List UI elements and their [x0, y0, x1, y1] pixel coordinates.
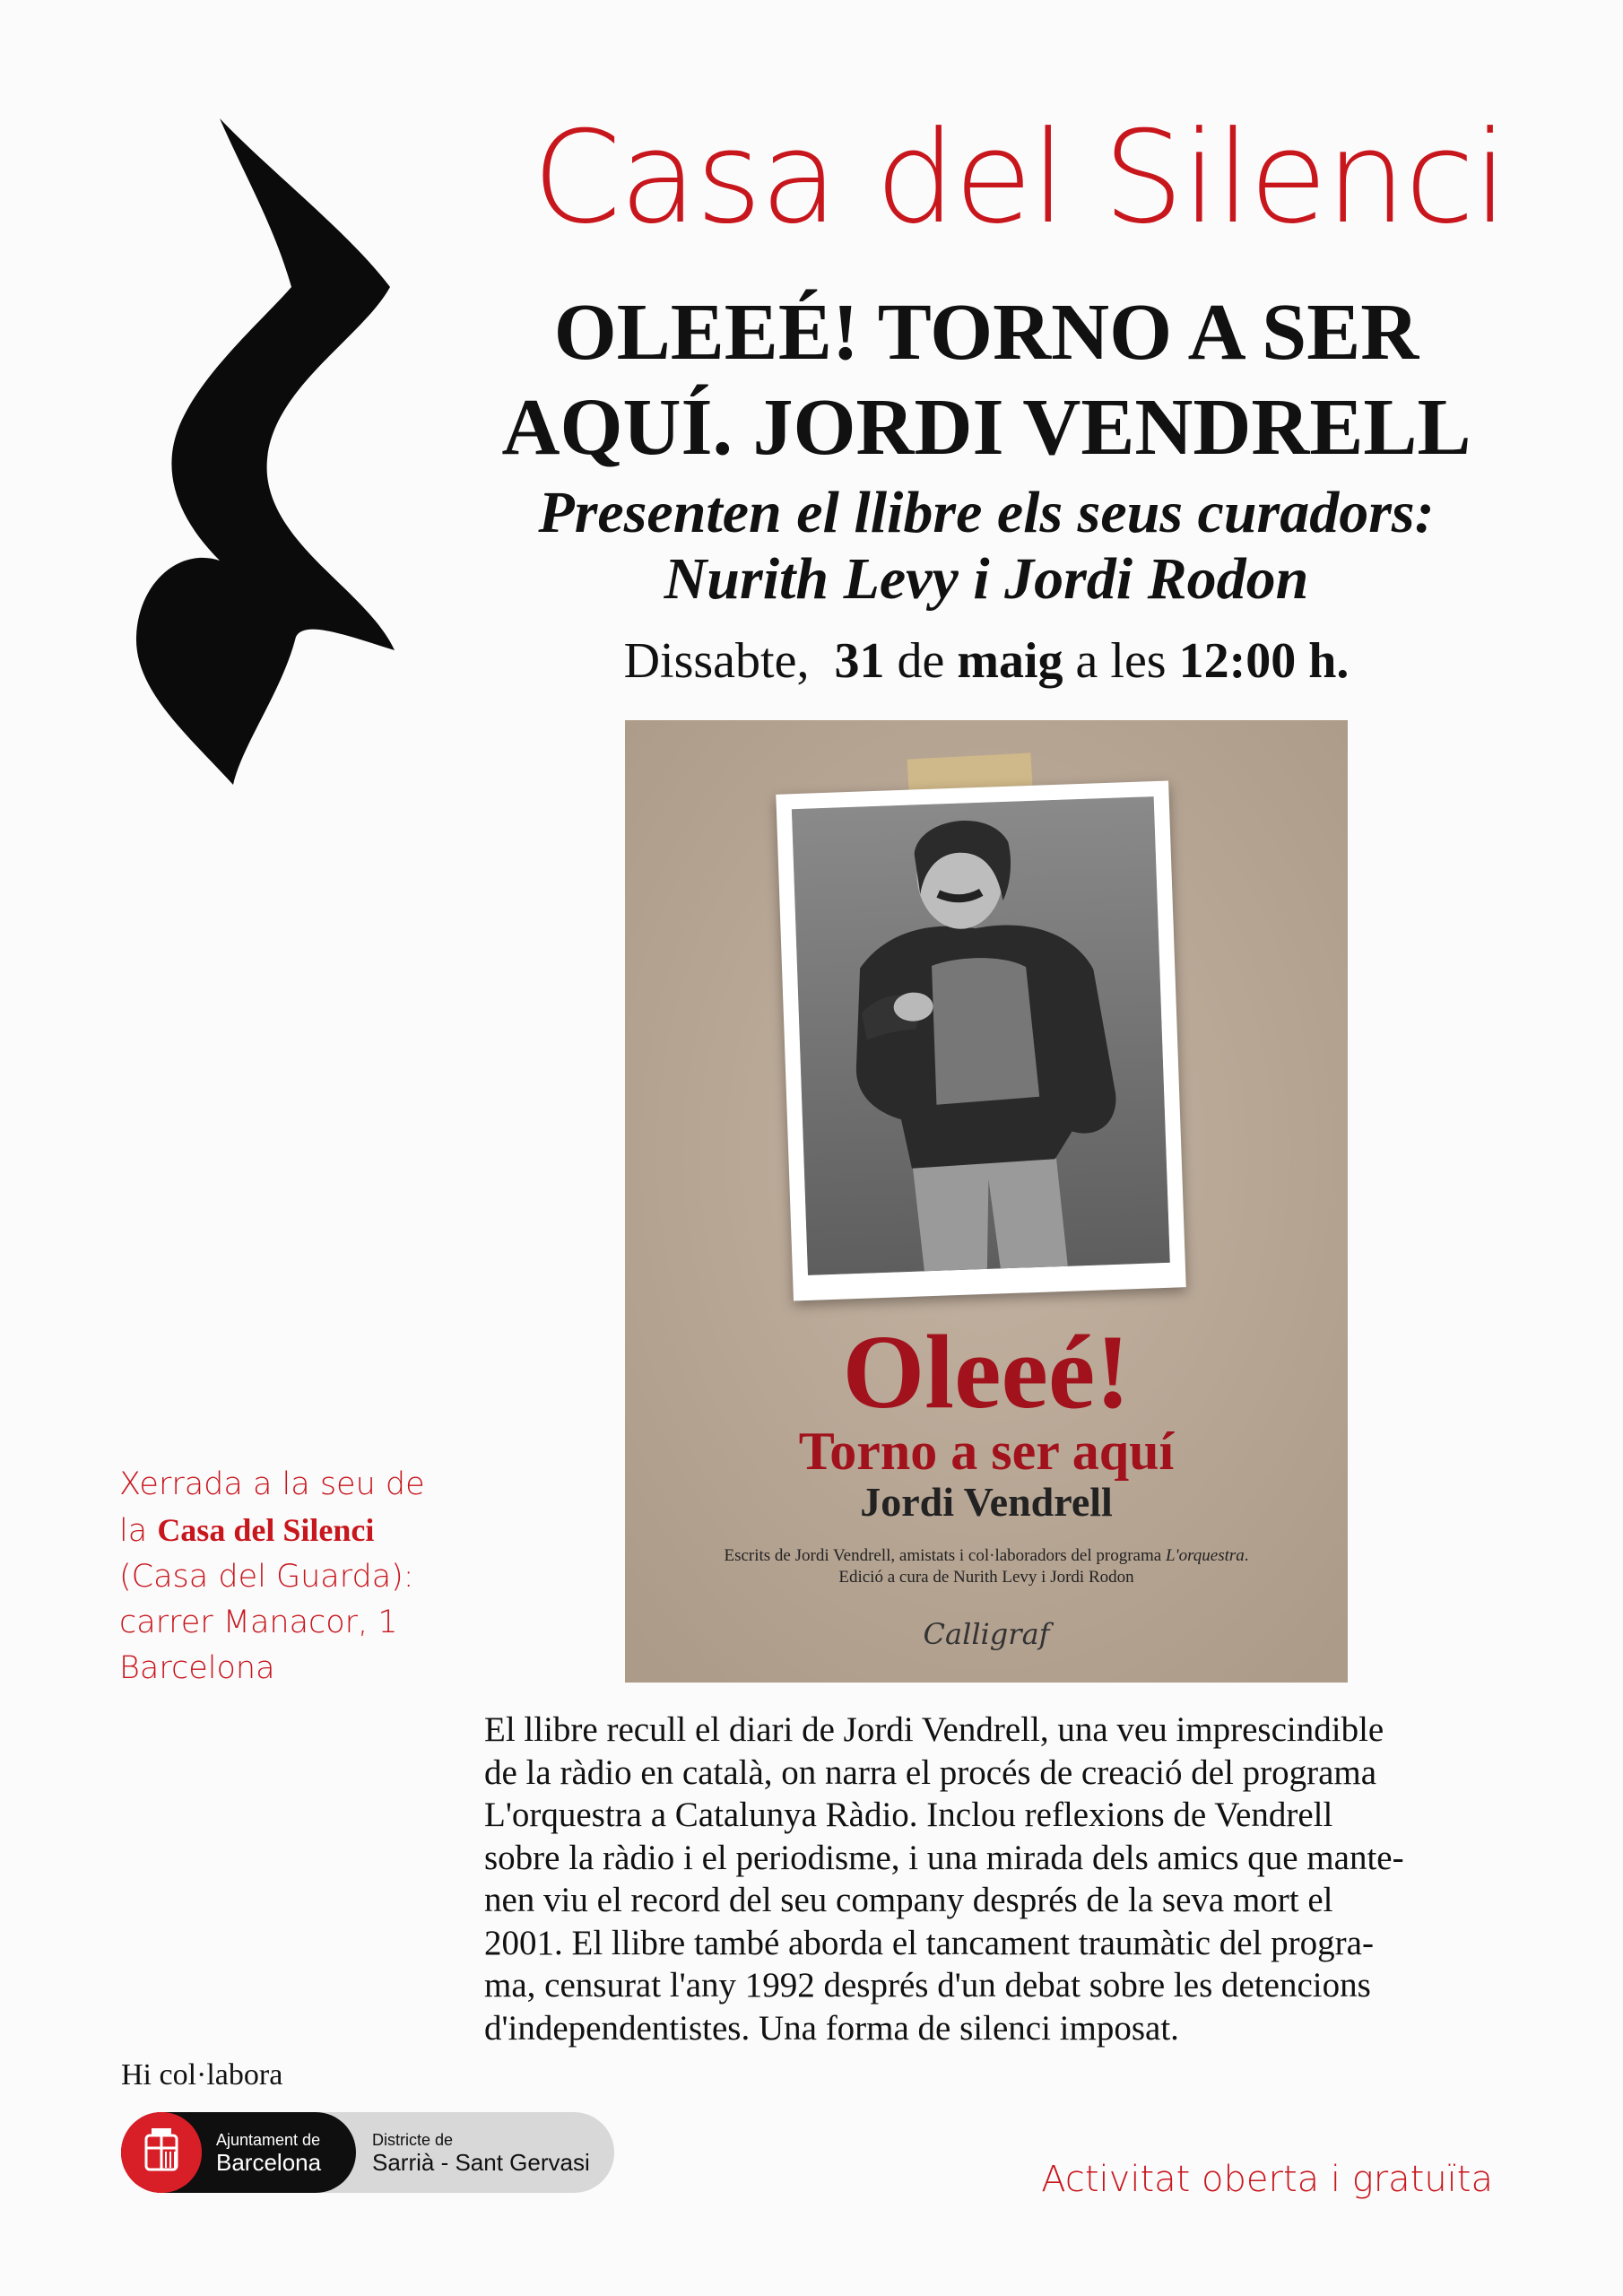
- venue-line1: Xerrada a la seu de: [119, 1466, 425, 1502]
- date-time: 12:00 h.: [1178, 633, 1350, 689]
- event-title-line2: AQUÍ. JORDI VENDRELL: [501, 383, 1471, 472]
- author-photo: [792, 796, 1170, 1275]
- description-line: nen viu el record del seu company després de la seva mort el: [484, 1881, 1333, 1919]
- description-line: El llibre recull el diari de Jordi Vendrell, una veu imprescindible: [484, 1710, 1384, 1749]
- venue-name: Casa del Silenci: [157, 1512, 375, 1548]
- date-day-number: 31: [834, 633, 885, 689]
- description-text: [484, 1709, 1506, 2049]
- cover-author: Jordi Vendrell: [860, 1479, 1113, 1525]
- book-cover: [625, 720, 1348, 1683]
- cover-subtitle: Torno a ser aquí: [798, 1422, 1175, 1481]
- sponsor-logo: [121, 2112, 614, 2193]
- page-title: Casa del Silenci: [532, 104, 1506, 252]
- presenters-line1: Presenten el llibre els seus curadors:: [538, 480, 1435, 545]
- presenters-line2: Nurith Levy i Jordi Rodon: [664, 546, 1309, 612]
- venue-line2-prefix: la: [119, 1513, 148, 1549]
- description-line: ma, censurat l'any 1992 després d'un debat sobre les detencions: [484, 1966, 1371, 2005]
- event-title-line1: OLEEÉ! TORNO A SER: [553, 288, 1419, 377]
- logo-district-big: Sarrià - Sant Gervasi: [372, 2149, 590, 2176]
- venue-city: Barcelona: [119, 1650, 275, 1686]
- event-title: [466, 285, 1506, 475]
- description-line: L'orquestra a Catalunya Ràdio. Inclou reflexions de Vendrell: [484, 1796, 1333, 1834]
- description-line: d'independentistes. Una forma de silenci imposat.: [484, 2008, 1179, 2048]
- description-line: de la ràdio en català, on narra el procés de creació del programa: [484, 1752, 1377, 1792]
- date-day-word: Dissabte,: [623, 633, 810, 689]
- cover-credits-suffix: .: [1244, 1546, 1249, 1565]
- logo-district-small: Districte de: [372, 2131, 454, 2149]
- logo-org-big: Barcelona: [216, 2149, 322, 2176]
- venue-line3: (Casa del Guarda):: [119, 1559, 414, 1595]
- cover-credits-prefix: Escrits de Jordi Vendrell, amistats i col·laboradors del programa: [724, 1546, 1162, 1565]
- event-date: [466, 632, 1506, 690]
- barcelona-crest-icon: [121, 2112, 202, 2193]
- venue-address: carrer Manacor, 1: [119, 1605, 398, 1640]
- photo-frame: [776, 781, 1185, 1301]
- cover-title: Oleeé!: [842, 1313, 1131, 1431]
- description-line: sobre la ràdio i el periodisme, i una mirada dels amics que mante-: [484, 1838, 1404, 1877]
- brushstroke-logo-mark: [126, 117, 404, 789]
- publisher-logo: Calligraf: [923, 1617, 1050, 1651]
- cover-credits-program: L'orquestra: [1165, 1546, 1245, 1565]
- date-les: a les: [1075, 633, 1167, 689]
- free-activity-note: Activitat oberta i gratuïta: [1041, 2159, 1493, 2200]
- logo-org-small: Ajuntament de: [216, 2131, 321, 2149]
- date-month: maig: [957, 633, 1063, 689]
- collaboration-label: Hi col·labora: [121, 2058, 283, 2092]
- author-photo-illustration: [792, 796, 1170, 1275]
- presenters-text: [466, 480, 1506, 613]
- cover-credits: [625, 1545, 1348, 1588]
- cover-credits-line2: Edició a cura de Nurith Levy i Jordi Rodon: [838, 1568, 1134, 1587]
- venue-info: [119, 1462, 460, 1692]
- date-de: de: [897, 633, 945, 689]
- description-line: 2001. El llibre també aborda el tancament traumàtic del progra-: [484, 1923, 1374, 1962]
